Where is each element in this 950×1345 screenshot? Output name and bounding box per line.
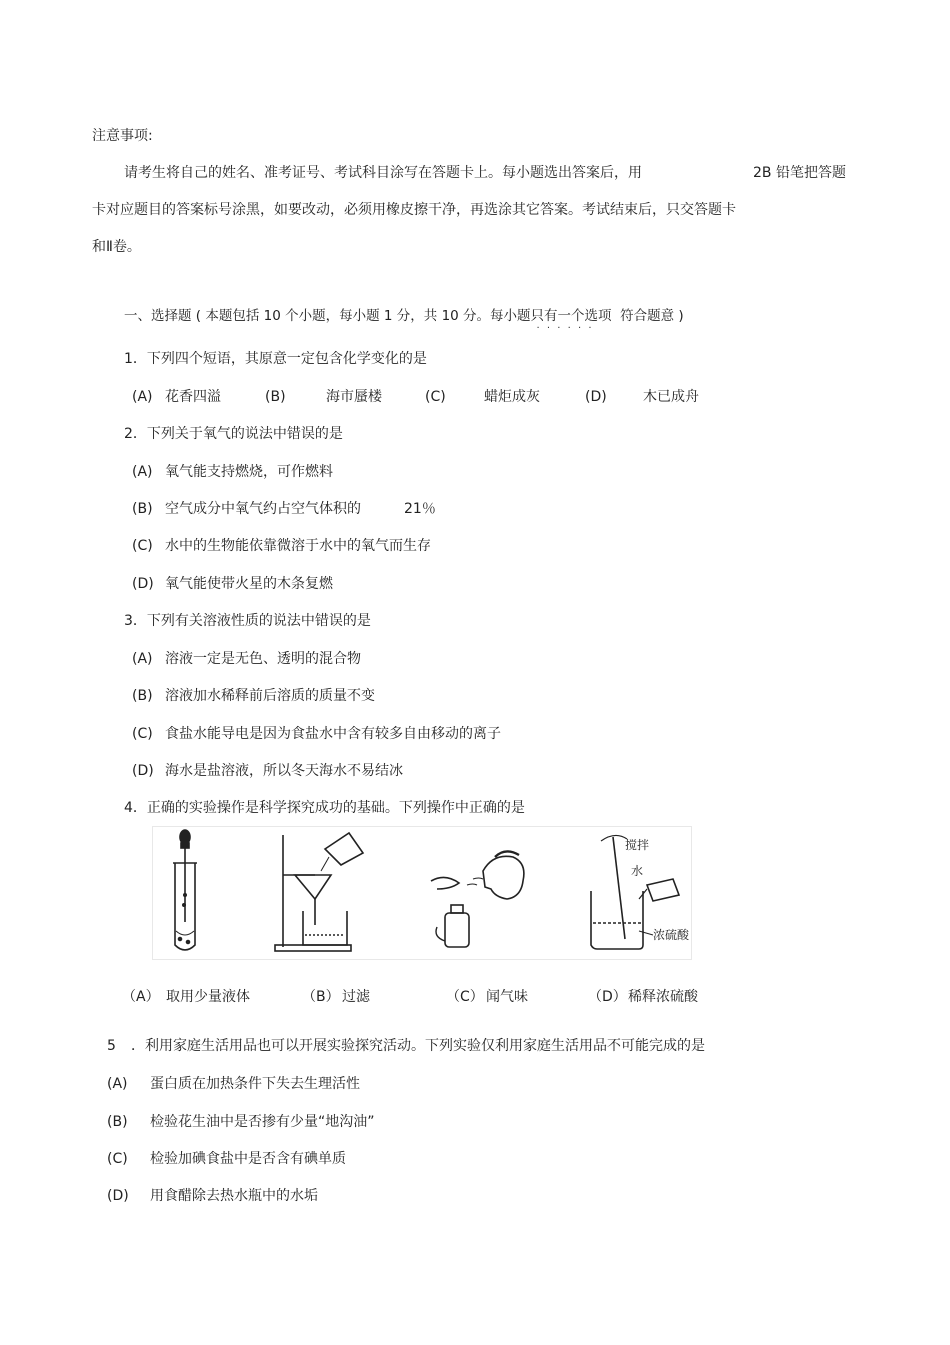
q5-option-b-text: 检验花生油中是否掺有少量“地沟油” bbox=[150, 1114, 375, 1130]
q1-option-d-text: 木已成舟 bbox=[643, 389, 699, 405]
lab-figure-svg bbox=[153, 827, 691, 959]
q3-option-a-text: 溶液一定是无色、透明的混合物 bbox=[165, 651, 361, 667]
figure-label-water: 水 bbox=[631, 864, 644, 878]
q3-option-b-label: (B) bbox=[132, 688, 153, 704]
q5-option-a-label: (A) bbox=[107, 1076, 128, 1092]
q1-option-d-label: (D) bbox=[585, 389, 607, 405]
q5-option-c-label: (C) bbox=[107, 1151, 128, 1167]
q1-option-a-label: (A) bbox=[132, 389, 153, 405]
q1-option-b-text: 海市蜃楼 bbox=[326, 389, 382, 405]
q3-option-d-label: (D) bbox=[132, 763, 154, 779]
question-5-stem: ．利用家庭生活用品也可以开展实验探究活动。下列实验仅利用家庭生活用品不可能完成的是 bbox=[131, 1038, 705, 1054]
q4-option-b-text: 过滤 bbox=[342, 989, 370, 1005]
q2-option-c-label: (C) bbox=[132, 538, 153, 554]
q4-option-a-label: （A） bbox=[122, 989, 160, 1005]
figure-label-acid: 浓硫酸 bbox=[653, 928, 690, 942]
section-title-tail: 符合题意 ) bbox=[620, 308, 684, 324]
q1-option-a-text: 花香四溢 bbox=[165, 389, 221, 405]
q4-option-d-label: （D） bbox=[588, 989, 627, 1005]
question-4-stem: 4．正确的实验操作是科学探究成功的基础。下列操作中正确的是 bbox=[124, 800, 525, 816]
q4-option-b-label: （B） bbox=[302, 989, 340, 1005]
section-title-text: 一、选择题 ( 本题包括 10 个小题，每小题 1 分，共 10 分。每小题 bbox=[124, 308, 531, 324]
question-5-number: 5 bbox=[107, 1038, 116, 1054]
dropper-test-tube-illustration bbox=[173, 830, 197, 950]
section-title-emphasis: 只有一个选项 · · · bbox=[531, 307, 612, 325]
q2-option-a-label: (A) bbox=[132, 464, 153, 480]
q5-option-b-label: (B) bbox=[107, 1114, 128, 1130]
q3-option-c-label: (C) bbox=[132, 726, 153, 742]
filtration-illustration bbox=[275, 833, 363, 951]
notice-line-1: 请考生将自己的姓名、准考证号、考试科目涂写在答题卡上。每小题选出答案后，用 bbox=[124, 165, 642, 181]
q2-option-c-text: 水中的生物能依靠微溶于水中的氧气而生存 bbox=[165, 538, 431, 554]
notice-line-1-end: 2B 铅笔把答题 bbox=[753, 165, 846, 181]
q5-option-d-text: 用食醋除去热水瓶中的水垢 bbox=[150, 1188, 318, 1204]
q2-option-b-label: (B) bbox=[132, 501, 153, 517]
question-2-stem: 2．下列关于氧气的说法中错误的是 bbox=[124, 426, 343, 442]
q4-option-c-text: 闻气味 bbox=[486, 989, 528, 1005]
q4-option-c-label: （C） bbox=[446, 989, 484, 1005]
q4-option-a-text: 取用少量液体 bbox=[166, 989, 250, 1005]
q5-option-d-label: (D) bbox=[107, 1188, 129, 1204]
smell-gas-illustration bbox=[431, 851, 524, 947]
q5-option-a-text: 蛋白质在加热条件下失去生理活性 bbox=[150, 1076, 360, 1092]
q2-option-b-text: 空气成分中氧气约占空气体积的 bbox=[165, 501, 361, 517]
q1-option-c-label: (C) bbox=[425, 389, 446, 405]
q3-option-a-label: (A) bbox=[132, 651, 153, 667]
q2-option-a-text: 氧气能支持燃烧，可作燃料 bbox=[165, 464, 333, 480]
lab-operations-figure bbox=[152, 826, 692, 960]
figure-label-stir: 搅拌 bbox=[625, 838, 650, 852]
q4-option-d-text: 稀释浓硫酸 bbox=[628, 989, 698, 1005]
question-1-stem: 1．下列四个短语，其原意一定包含化学变化的是 bbox=[124, 351, 427, 367]
notice-heading: 注意事项: bbox=[92, 128, 153, 144]
q5-option-c-text: 检验加碘食盐中是否含有碘单质 bbox=[150, 1151, 346, 1167]
q2-option-d-text: 氧气能使带火星的木条复燃 bbox=[165, 576, 333, 592]
q1-option-c-text: 蜡炬成灰 bbox=[484, 389, 540, 405]
notice-line-3: 和Ⅱ卷。 bbox=[92, 239, 141, 255]
q1-option-b-label: (B) bbox=[265, 389, 286, 405]
notice-line-2: 卡对应题目的答案标号涂黑，如要改动，必须用橡皮擦干净，再选涂其它答案。考试结束后，只交答题卡 bbox=[92, 202, 736, 218]
q2-option-d-label: (D) bbox=[132, 576, 154, 592]
q3-option-b-text: 溶液加水稀释前后溶质的质量不变 bbox=[165, 688, 375, 704]
question-3-stem: 3．下列有关溶液性质的说法中错误的是 bbox=[124, 613, 371, 629]
q2-option-b-value: 21％ bbox=[404, 501, 436, 517]
q3-option-d-text: 海水是盐溶液，所以冬天海水不易结冰 bbox=[165, 763, 403, 779]
section-title bbox=[124, 307, 684, 325]
q3-option-c-text: 食盐水能导电是因为食盐水中含有较多自由移动的离子 bbox=[165, 726, 501, 742]
